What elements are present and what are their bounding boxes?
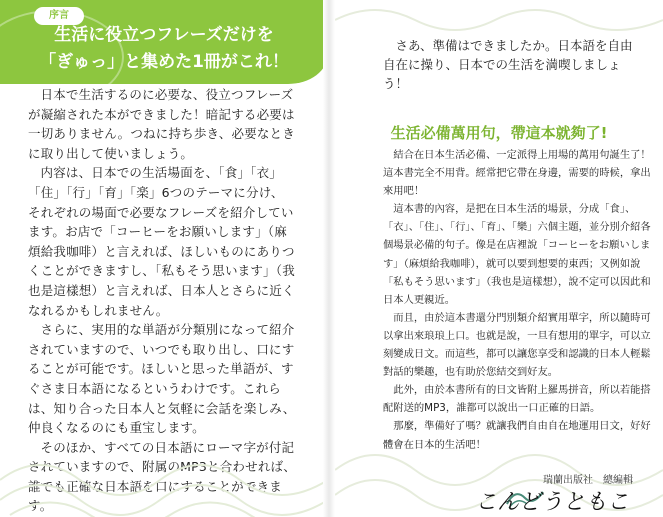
right-title: 生活必備萬用句，帶這本就夠了! (390, 124, 608, 142)
paragraph: 結合在日本生活必備、一定派得上用場的萬用句誕生了！這本書完全不用背。經常把它帶在身邊，需要的時候，拿出來用吧！ (383, 149, 651, 198)
preface-badge: 序言 (34, 7, 84, 25)
publisher-credit: 瑞蘭出版社 總編輯 (543, 475, 633, 486)
paragraph: 内容は、日本での生活場面を、「食」「衣」「住」「行」「育」「楽」6つのテーマに分け、それぞれの場面で必要なフレーズを紹介しています。お店で「コーヒーをお願いします」（麻煩給我咖啡）と言えれば、ほしいものにありつくことができますし、「私もそう思います」（我也是這樣想）と言えれば、日本人とさらに近くなれるかもしれません。 (28, 165, 295, 318)
title-line-1: 生活に役立つフレーズだけを (54, 25, 274, 45)
right-intro-text (383, 36, 643, 93)
right-page (335, 0, 663, 517)
paragraph: 日本で生活するのに必要な、役立つフレーズが凝縮された本ができました！暗記する必要は一切ありません。つねに持ち歩き、必要なときに取り出して使いましょう。 (28, 87, 295, 161)
paragraph: 那麼，準備好了嗎？就讓我們自由自在地運用日文，好好體會在日本的生活吧！ (383, 420, 651, 451)
paragraph: そのほか、すべての日本語にローマ字が付記されていますので、附属のMP3と合わせれば、誰でも正確な日本語を口にすることができます。 (28, 439, 296, 514)
wave-decoration-top (335, 0, 663, 40)
paragraph: 這本書的內容，是把在日本生活的場景，分成「食」、「衣」、「住」、「行」、「育」、「樂」六個主題，並分別介紹各個場景必備的句子。像是在店裡說「コーヒーをお願いします」（麻煩給我咖啡），就可以要到想要的東西；又例如說「私もそう思います」（我也是這樣想），說不定可以因此和日本人更親近。 (383, 203, 651, 306)
paragraph: 此外，由於本書所有的日文皆附上羅馬拼音，所以若能搭配附送的MP3，誰都可以說出一口正確的日語。 (383, 384, 651, 415)
wave-decoration-left (0, 410, 328, 517)
title-line-2: 「ぎゅっ」と集めた1冊がこれ！ (39, 52, 289, 72)
paragraph: さらに、実用的な単語が分類別になって紹介されていますので、いつでも取り出し、口にすることが可能です。ほしいと思った単語が、すぐさま日本語になるというわけです。これらは、知り合った日本人と気軽に会話を楽しみ、仲良くなるのにも重宝します。 (28, 322, 296, 436)
left-page (0, 0, 328, 517)
book-gutter (323, 0, 335, 517)
editor-signature: こんどうともこ (474, 490, 629, 515)
page-title (0, 22, 328, 76)
paragraph: さあ、準備はできましたか。日本語を自由自在に操り、日本での生活を満喫しましょう！ (383, 38, 633, 91)
paragraph: 而且，由於這本書還分門別類介紹實用單字，所以隨時可以拿出來琅琅上口。也就是說，一旦有想用的單字，可以立刻變成日文。而這些，都可以讓您享受和認識的日本人輕鬆對話的樂趣，也有助於您結交到好友。 (383, 311, 651, 379)
